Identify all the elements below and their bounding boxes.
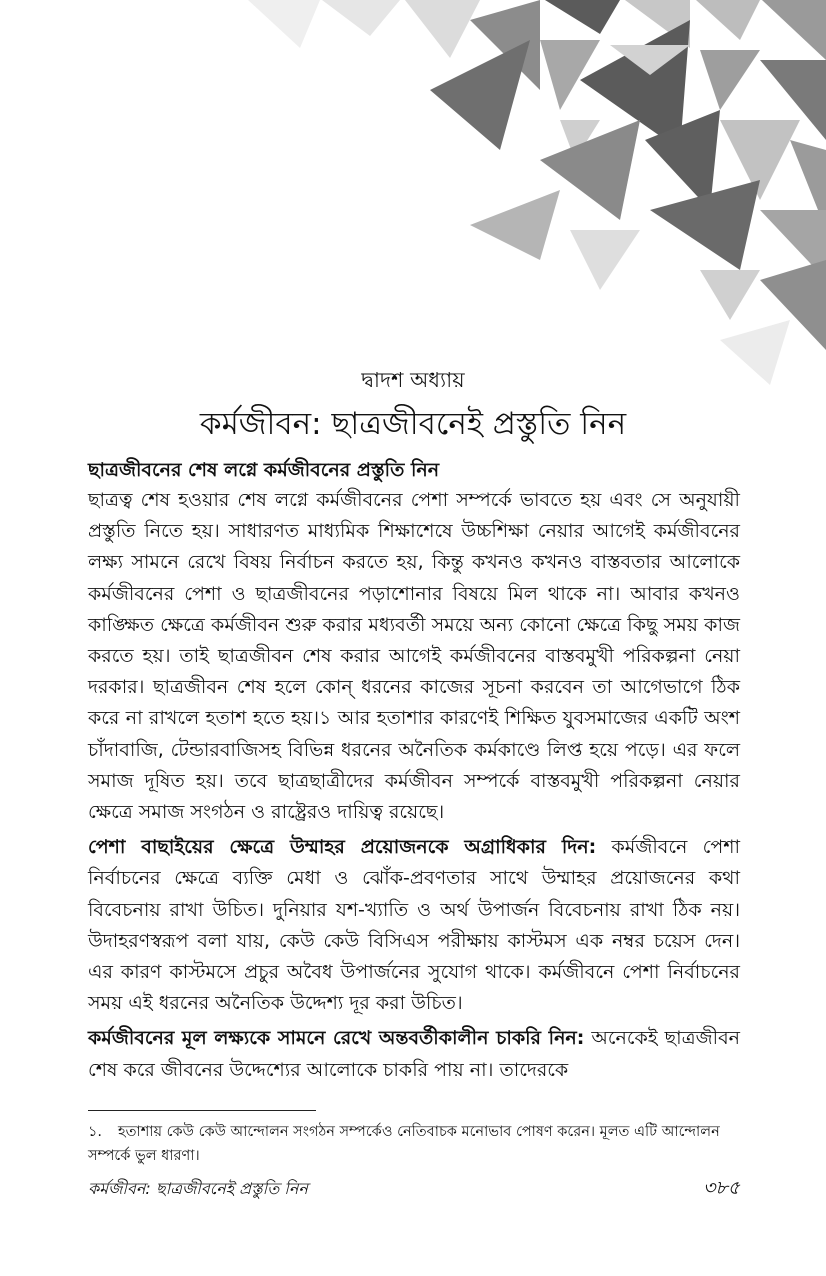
chapter-title: কর্মজীবন: ছাত্রজীবনেই প্রস্তুতি নিন [199, 406, 627, 442]
page-number: ৩৮৫ [702, 1177, 740, 1199]
body-content [88, 455, 740, 1090]
paragraph-2-text: কর্মজীবনে পেশা নির্বাচনের ক্ষেত্রে ব্যক্তি মেধা ও ঝোঁক-প্রবণতার সাথে উম্মাহর প্রয়োজনের কথা বিবেচনায় রাখা উচিত। দুনিয়ার যশ-খ্যাতি ও অর্থ উপার্জন বিবেচনায় রাখা ঠিক নয়। উদাহরণস্বরূপ বলা যায়, কেউ কেউ বিসিএস পরীক্ষায় কাস্টমস এক নম্বর চয়েস দেন। এর কারণ কাস্টমসে প্রচুর অবৈধ উপার্জনের সুযোগ থাকে। কর্মজীবনে পেশা নির্বাচনের সময় এই ধরনের অনৈতিক উদ্দেশ্য দূর করা উচিত। [88, 836, 740, 1015]
footnote-text: হতাশায় কেউ কেউ আন্দোলন সংগঠন সম্পর্কেও নেতিবাচক মনোভাব পোষণ করেন। মূলত এটি আন্দোলন সম্পর্কে ভুল ধারণা। [88, 1124, 720, 1164]
paragraph-2-lead: পেশা বাছাইয়ের ক্ষেত্রে উম্মাহর প্রয়োজনকে অগ্রাধিকার দিন: [88, 836, 597, 859]
footnote [88, 1120, 740, 1168]
paragraph-3-lead: কর্মজীবনের মূল লক্ষ্যকে সামনে রেখে অন্তবর্তীকালীন চাকরি নিন: [88, 1027, 585, 1050]
paragraph-3-text: অনেকেই ছাত্রজীবন শেষ করে জীবনের উদ্দেশ্যের আলোকে চাকরি পায় না। তাদেরকে [88, 1027, 740, 1081]
section-heading: ছাত্রজীবনের শেষ লগ্নে কর্মজীবনের প্রস্তুতি নিন [88, 459, 440, 481]
footnote-divider [88, 1110, 316, 1111]
paragraph-2 [88, 832, 740, 1019]
running-footer-title: কর্মজীবন: ছাত্রজীবনেই প্রস্তুতি নিন [88, 1179, 308, 1198]
decorative-triangle-pattern [0, 0, 826, 400]
chapter-label: দ্বাদশ অধ্যায় [361, 368, 465, 392]
paragraph-1 [88, 485, 740, 828]
footnote-number: ১. [88, 1124, 103, 1140]
paragraph-3 [88, 1023, 740, 1085]
paragraph-1-text: ছাত্রত্ব শেষ হওয়ার শেষ লগ্নে কর্মজীবনের পেশা সম্পর্কে ভাবতে হয় এবং সে অনুযায়ী প্রস্তুতি নিতে হয়। সাধারণত মাধ্যমিক শিক্ষাশেষে উচ্চশিক্ষা নেয়ার আগেই কর্মজীবনের লক্ষ্য সামনে রেখে বিষয় নির্বাচন করতে হয়, কিন্তু কখনও কখনও বাস্তবতার আলোকে কর্মজীবনের পেশা ও ছাত্রজীবনের পড়াশোনার বিষয়ে মিল থাকে না। আবার কখনও কাঙ্ক্ষিত ক্ষেত্রে কর্মজীবন শুরু করার মধ্যবর্তী সময়ে অন্য কোনো ক্ষেত্রে কিছু সময় কাজ করতে হয়। তাই ছাত্রজীবন শেষ করার আগেই কর্মজীবনের বাস্তবমুখী পরিকল্পনা নেয়া দরকার। ছাত্রজীবন শেষ হলে কোন্ ধরনের কাজের সূচনা করবেন তা আগেভাগে ঠিক করে না রাখলে হতাশ হতে হয়।১ আর হতাশার কারণেই শিক্ষিত যুবসমাজের একটি অংশ চাঁদাবাজি, টেন্ডারবাজিসহ বিভিন্ন ধরনের অনৈতিক কর্মকাণ্ডে লিপ্ত হয়ে পড়ে। এর ফলে সমাজ দূষিত হয়। তবে ছাত্রছাত্রীদের কর্মজীবন সম্পর্কে বাস্তবমুখী পরিকল্পনা নেয়ার ক্ষেত্রে সমাজ সংগঠন ও রাষ্ট্রেরও দায়িত্ব রয়েছে। [88, 489, 740, 824]
